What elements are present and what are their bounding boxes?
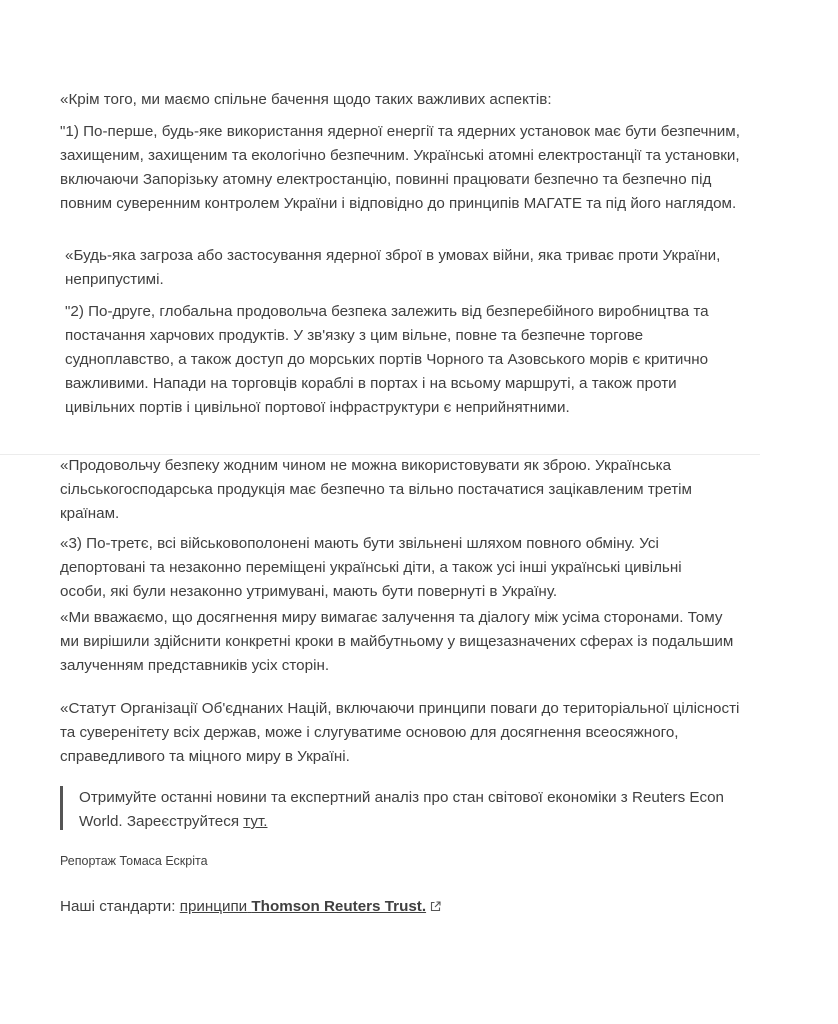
standards-line	[60, 896, 441, 918]
paragraph-un-charter: «Статут Організації Об'єднаних Націй, включаючи принципи поваги до територіальної цілісності та суверенітету всіх держав, може і слугуватиме основою для досягнення всеосяжного, справедливого та міцного миру в Україні.	[60, 700, 740, 765]
paragraph-nuclear-threat: «Будь-яка загроза або застосування ядерної зброї в умовах війни, яка триває проти України, неприпустимі.	[65, 247, 721, 288]
trust-principles-link[interactable]	[180, 898, 426, 915]
paragraph-point-1: "1) По-перше, будь-яке використання ядерної енергії та ядерних установок має бути безпечним, захищеним, захищеним та екологічно безпечним. Українські атомні електростанції та установки, включаючи Запорізьку атомну електростанцію, повинні працювати безпечно та безпечно під повним суверенним контролем України і відповідно до принципів МАГАТЕ та під його наглядом.	[60, 123, 740, 212]
paragraph-point-2: "2) По-друге, глобальна продовольча безпека залежить від безперебійного виробництва та постачання харчових продуктів. У зв'язку з цим вільне, повне та безпечне торгове судноплавство, а також доступ до морських портів Чорного та Азовського морів є критично важливими. Напади на торговців кораблі в портах і на всьому маршруті, а також проти цивільних портів і цивільної портової інфраструктури є неприйнятними.	[65, 303, 709, 416]
trust-principles-link-bold: Thomson Reuters Trust.	[251, 898, 427, 915]
newsletter-signup-text	[63, 786, 743, 834]
reporting-credit: Репортаж Томаса Ескріта	[60, 854, 208, 868]
newsletter-signup-body: Отримуйте останні новини та експертний аналіз про стан світової економіки з Reuters Econ World. Зареєструйтеся	[79, 789, 725, 830]
standards-prefix: Наші стандарти:	[60, 898, 180, 915]
newsletter-signup-link[interactable]: тут.	[243, 813, 268, 830]
paragraph-intro: «Крім того, ми маємо спільне бачення щодо таких важливих аспектів:	[60, 91, 552, 108]
paragraph-point-3: «3) По-третє, всі військовополонені мають бути звільнені шляхом повного обміну. Усі депортовані та незаконно переміщені українські діти, а також усі інші українські цивільні особи, які були незаконно утримувані, мають бути повернуті в Україну.	[60, 535, 682, 600]
paragraph-food-security: «Продовольчу безпеку жодним чином не можна використовувати як зброю. Українська сільськогосподарська продукція має безпечно та вільно постачатися зацікавленим третім країнам.	[60, 457, 692, 522]
external-link-icon	[430, 897, 441, 908]
paragraph-dialogue: «Ми вважаємо, що досягнення миру вимагає залучення та діалогу між усіма сторонами. Тому ми вирішили здійснити конкретні кроки в майбутньому у вищезазначених сферах із подальшим залученням представників усіх сторін.	[60, 609, 734, 674]
trust-principles-link-word: принципи	[179, 898, 248, 915]
newsletter-signup-callout	[60, 786, 743, 830]
